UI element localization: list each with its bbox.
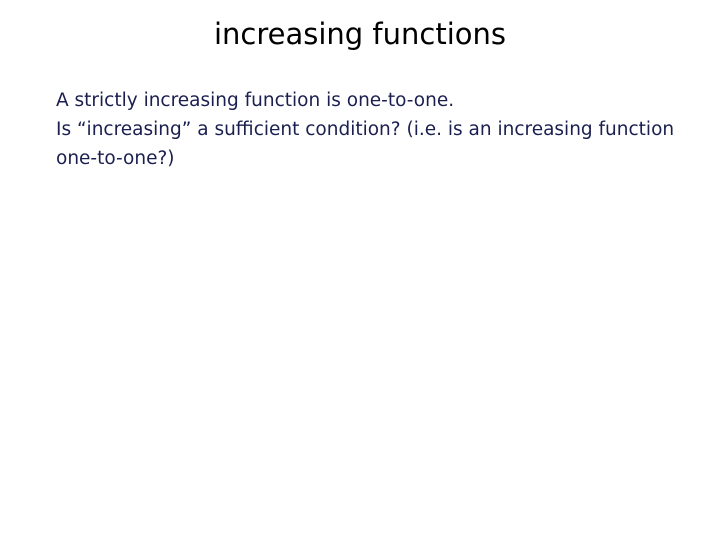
body-line-1: A strictly increasing function is one-to-one. [56, 90, 455, 111]
slide-body [56, 86, 676, 173]
body-line-2: Is “increasing” a sufficient condition? (i.e. is an increasing function one-to-one?) [56, 119, 675, 169]
slide-title: increasing functions [213, 17, 507, 51]
